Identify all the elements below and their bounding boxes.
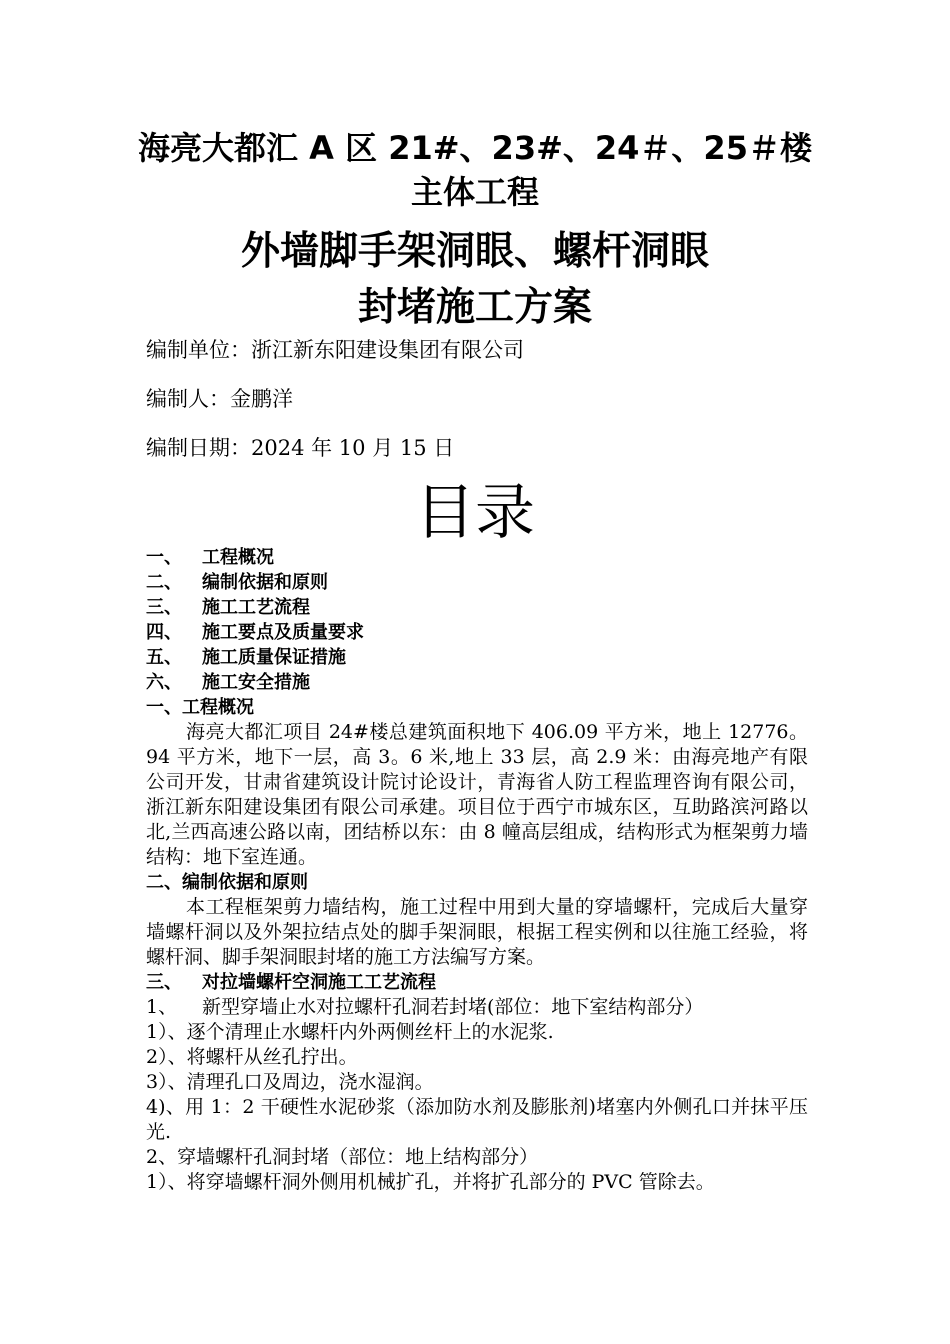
list-item-number: 1、	[146, 996, 178, 1018]
section-heading: 一、工程概况	[146, 697, 254, 718]
title-line-3: 外墙脚手架洞眼、螺杆洞眼	[240, 229, 709, 274]
toc-item-number: 四、	[146, 622, 182, 643]
section-paragraph: 本工程框架剪力墙结构，施工过程中用到大量的穿墙螺杆，完成后大量穿墙螺杆洞以及外架拉结点处的脚手架洞眼，根据工程实例和以往施工经验，将螺杆洞、脚手架洞眼封堵的施工方法编写方案。	[146, 896, 808, 968]
meta-unit: 编制单位：浙江新东阳建设集团有限公司	[146, 338, 524, 362]
toc-item-label: 施工质量保证措施	[202, 647, 346, 668]
meta-date: 编制日期：2024 年 10 月 15 日	[146, 436, 455, 460]
toc-item-number: 二、	[146, 572, 182, 593]
toc-item[interactable]	[146, 645, 808, 670]
section-heading-number: 三、	[146, 972, 182, 993]
section-paragraph: 海亮大都汇项目 24#楼总建筑面积地下 406.09 平方米，地上 12776。94 平方米，地下一层，高 3。6 米,地上 33 层，高 2.9 米：由海亮地产有限公司开发，甘肃省建筑设计院讨论设计，青海省人防工程监理咨询有限公司，浙江新东阳建设集团有限公司承建。项目位于西宁市城东区，互助路滨河路以北,兰西高速公路以南，团结桥以东：由 8 幢高层组成，结构形式为框架剪力墙结构：地下室连通。	[146, 721, 808, 868]
step-item: 1）、将穿墙螺杆洞外侧用机械扩孔，并将扩孔部分的 PVC 管除去。	[146, 1171, 715, 1193]
main-title-block	[0, 224, 950, 336]
toc-item[interactable]	[146, 545, 808, 570]
toc-item-label: 工程概况	[202, 547, 274, 568]
toc-item-label: 施工安全措施	[202, 672, 310, 693]
step-item: 4)、用 1：2 干硬性水泥砂浆（添加防水剂及膨胀剂)堵塞内外侧孔口并抹平压光.	[146, 1096, 808, 1143]
meta-author: 编制人：金鹏洋	[146, 387, 293, 411]
step-item: 2）、将螺杆从丝孔拧出。	[146, 1046, 358, 1068]
title-line-2: 主体工程	[410, 173, 539, 211]
toc-item-label: 编制依据和原则	[202, 572, 328, 593]
toc-title: 目录	[415, 478, 535, 548]
toc-item-label: 施工工艺流程	[202, 597, 310, 618]
title-block	[0, 126, 950, 214]
toc-item-number: 三、	[146, 597, 182, 618]
step-item: 1）、逐个清理止水螺杆内外两侧丝杆上的水泥浆.	[146, 1021, 554, 1043]
toc-item-label: 施工要点及质量要求	[202, 622, 364, 643]
table-of-contents	[146, 545, 808, 695]
toc-item[interactable]	[146, 595, 808, 620]
step-item: 3）、清理孔口及周边，浇水湿润。	[146, 1071, 434, 1093]
toc-item[interactable]	[146, 570, 808, 595]
section-heading-text: 对拉墙螺杆空洞施工工艺流程	[202, 972, 436, 993]
document-body	[146, 545, 808, 1195]
section-heading	[146, 970, 808, 995]
toc-item-number: 五、	[146, 647, 182, 668]
toc-item-number: 一、	[146, 547, 182, 568]
list-item	[146, 995, 808, 1020]
toc-item[interactable]	[146, 670, 808, 695]
toc-item-number: 六、	[146, 672, 182, 693]
list-item-text: 新型穿墙止水对拉螺杆孔洞若封堵(部位：地下室结构部分）	[202, 996, 704, 1018]
section-heading: 二、编制依据和原则	[146, 872, 308, 893]
toc-item[interactable]	[146, 620, 808, 645]
list-item: 2、穿墙螺杆孔洞封堵（部位：地上结构部分）	[146, 1146, 539, 1168]
title-line-1: 海亮大都汇 A 区 21#、23#、24＃、25＃楼	[138, 129, 812, 167]
title-line-4: 封堵施工方案	[357, 285, 592, 330]
